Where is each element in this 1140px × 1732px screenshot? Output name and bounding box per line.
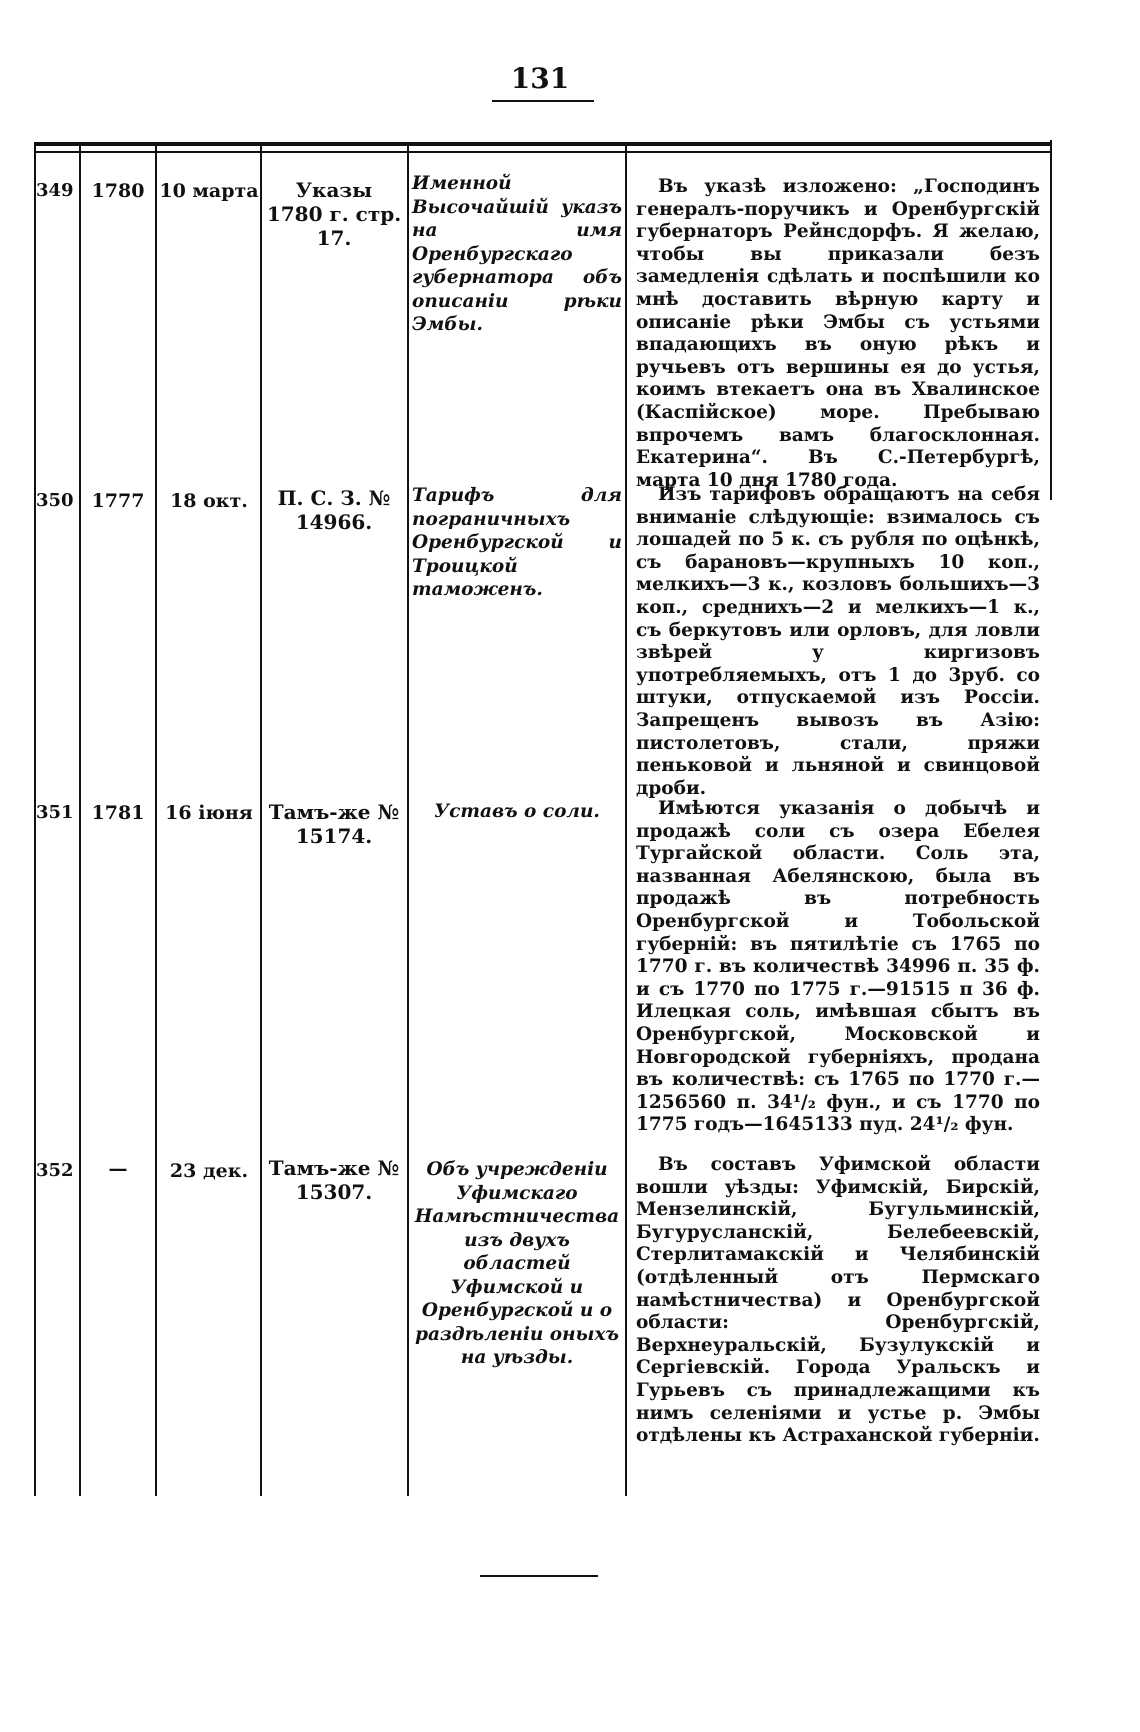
entry-title: Уставъ о соли. xyxy=(434,801,600,822)
column-divider xyxy=(407,146,409,1496)
entry-body: Въ указѣ изложено: „Господинъ генералъ-поручикъ и Оренбургскій губернаторъ Рейнсдорфъ. Я желаю, чтобы вы приказали безъ замедленія сдѣлать и поспѣшили ко мнѣ доставить вѣрную карту и описаніе рѣки Эмбы съ устьями впадающихъ въ оную рѣкъ и ручьевъ отъ вершины ея до устья, коимъ втекаетъ она въ Хвалинское (Каспійское) море. Пребываю впрочемъ вамъ благосклонная. Екатерина“. Въ С.-Петербургѣ, марта 10 дня 1780 года. xyxy=(636,176,1040,491)
entry-title: Тарифъ для пограничныхъ Оренбургской и Троицкой таможенъ. xyxy=(412,485,622,600)
page-number: 131 xyxy=(510,62,570,95)
column-divider xyxy=(79,146,81,1496)
entry-title: Объ учрежденіи Уфимскаго Намѣстничества изъ двухъ областей Уфимской и Оренбургской и о раздѣленіи оныхъ на уѣзды. xyxy=(414,1159,620,1368)
entry-source: Тамъ-же № 15174. xyxy=(268,800,400,848)
entry-body: Въ составъ Уфимской области вошли уѣзды: Уфимскій, Бирскій, Мензелинскій, Бугульминскій, Бугурусланскій, Белебеевскій, Стерлитамакскій и Челябинскій (отдѣленный отъ Пермскаго намѣстничества) и Оренбургской области: Оренбургскій, Верхнеуральскій, Бузулукскій и Сергіевскій. Города Уральскъ и Гурьевъ съ принадлежащими къ нимъ селеніями и устье р. Эмбы отдѣлены къ Астраханской губерніи. xyxy=(636,1154,1040,1447)
column-divider xyxy=(155,146,157,1496)
entry-date: 18 окт. xyxy=(170,490,248,512)
entry-number: 351 xyxy=(36,802,74,823)
table-top-rule xyxy=(34,142,1052,146)
entry-date: 23 дек. xyxy=(169,1160,249,1182)
entry-body: Изъ тарифовъ обращаютъ на себя вниманіе слѣдующіе: взималось съ лошадей по 5 к. съ рубля по оцѣнкѣ, съ барановъ—крупныхъ 10 коп., мелкихъ—3 к., козловъ большихъ—3 коп., среднихъ—2 и мелкихъ—1 к., съ беркутовъ или орловъ, для ловли звѣрей у киргизовъ употребляемыхъ, отъ 1 до 3руб. со штуки, отпускаемой изъ Россіи. Запрещенъ вывозъ въ Азію: пистолетовъ, стали, пряжи пеньковой и льняной и свинцовой дроби. xyxy=(636,484,1040,799)
entry-year: 1780 xyxy=(91,180,145,202)
entry-source: П. С. З. № 14966. xyxy=(277,486,391,534)
column-divider xyxy=(1050,140,1052,500)
entry-source: Тамъ-же № 15307. xyxy=(268,1156,400,1204)
entry-year: 1777 xyxy=(91,490,145,512)
entry-number: 349 xyxy=(36,180,74,201)
entry-number: 352 xyxy=(36,1160,74,1181)
entry-date: 10 марта xyxy=(159,180,259,202)
entry-year: 1781 xyxy=(91,802,145,824)
entry-body: Имѣются указанія о добычѣ и продажѣ соли съ озера Ебелея Тургайской области. Соль эта, названная Абелянскою, была въ продажѣ въ потребность Оренбургской и Тобольской губерній: въ пятилѣтіе съ 1765 по 1770 г. въ количествѣ 34996 п. 35 ф. и съ 1770 по 1775 г.—91515 п 36 ф. Илецкая соль, имѣвшая сбытъ въ Оренбургской, Московской и Новгородской губерніяхъ, продана въ количествѣ: съ 1765 по 1770 г.—1256560 п. 34¹/₂ фун., и съ 1770 по 1775 годъ—1645133 пуд. 24¹/₂ фун. xyxy=(636,798,1040,1136)
entry-number: 350 xyxy=(36,490,74,511)
entry-source: Указы 1780 г. стр. 17. xyxy=(266,178,402,250)
entry-date: 16 іюня xyxy=(165,802,253,824)
entry-year: — xyxy=(108,1158,128,1180)
entry-title: Именной Высочайшій указъ на имя Оренбургскаго губернатора объ описаніи рѣки Эмбы. xyxy=(412,173,622,335)
table-top-rule-thin xyxy=(34,151,1052,153)
column-divider xyxy=(625,146,627,1496)
page-number-rule xyxy=(492,100,594,102)
column-divider xyxy=(260,146,262,1496)
bottom-rule xyxy=(480,1575,598,1577)
